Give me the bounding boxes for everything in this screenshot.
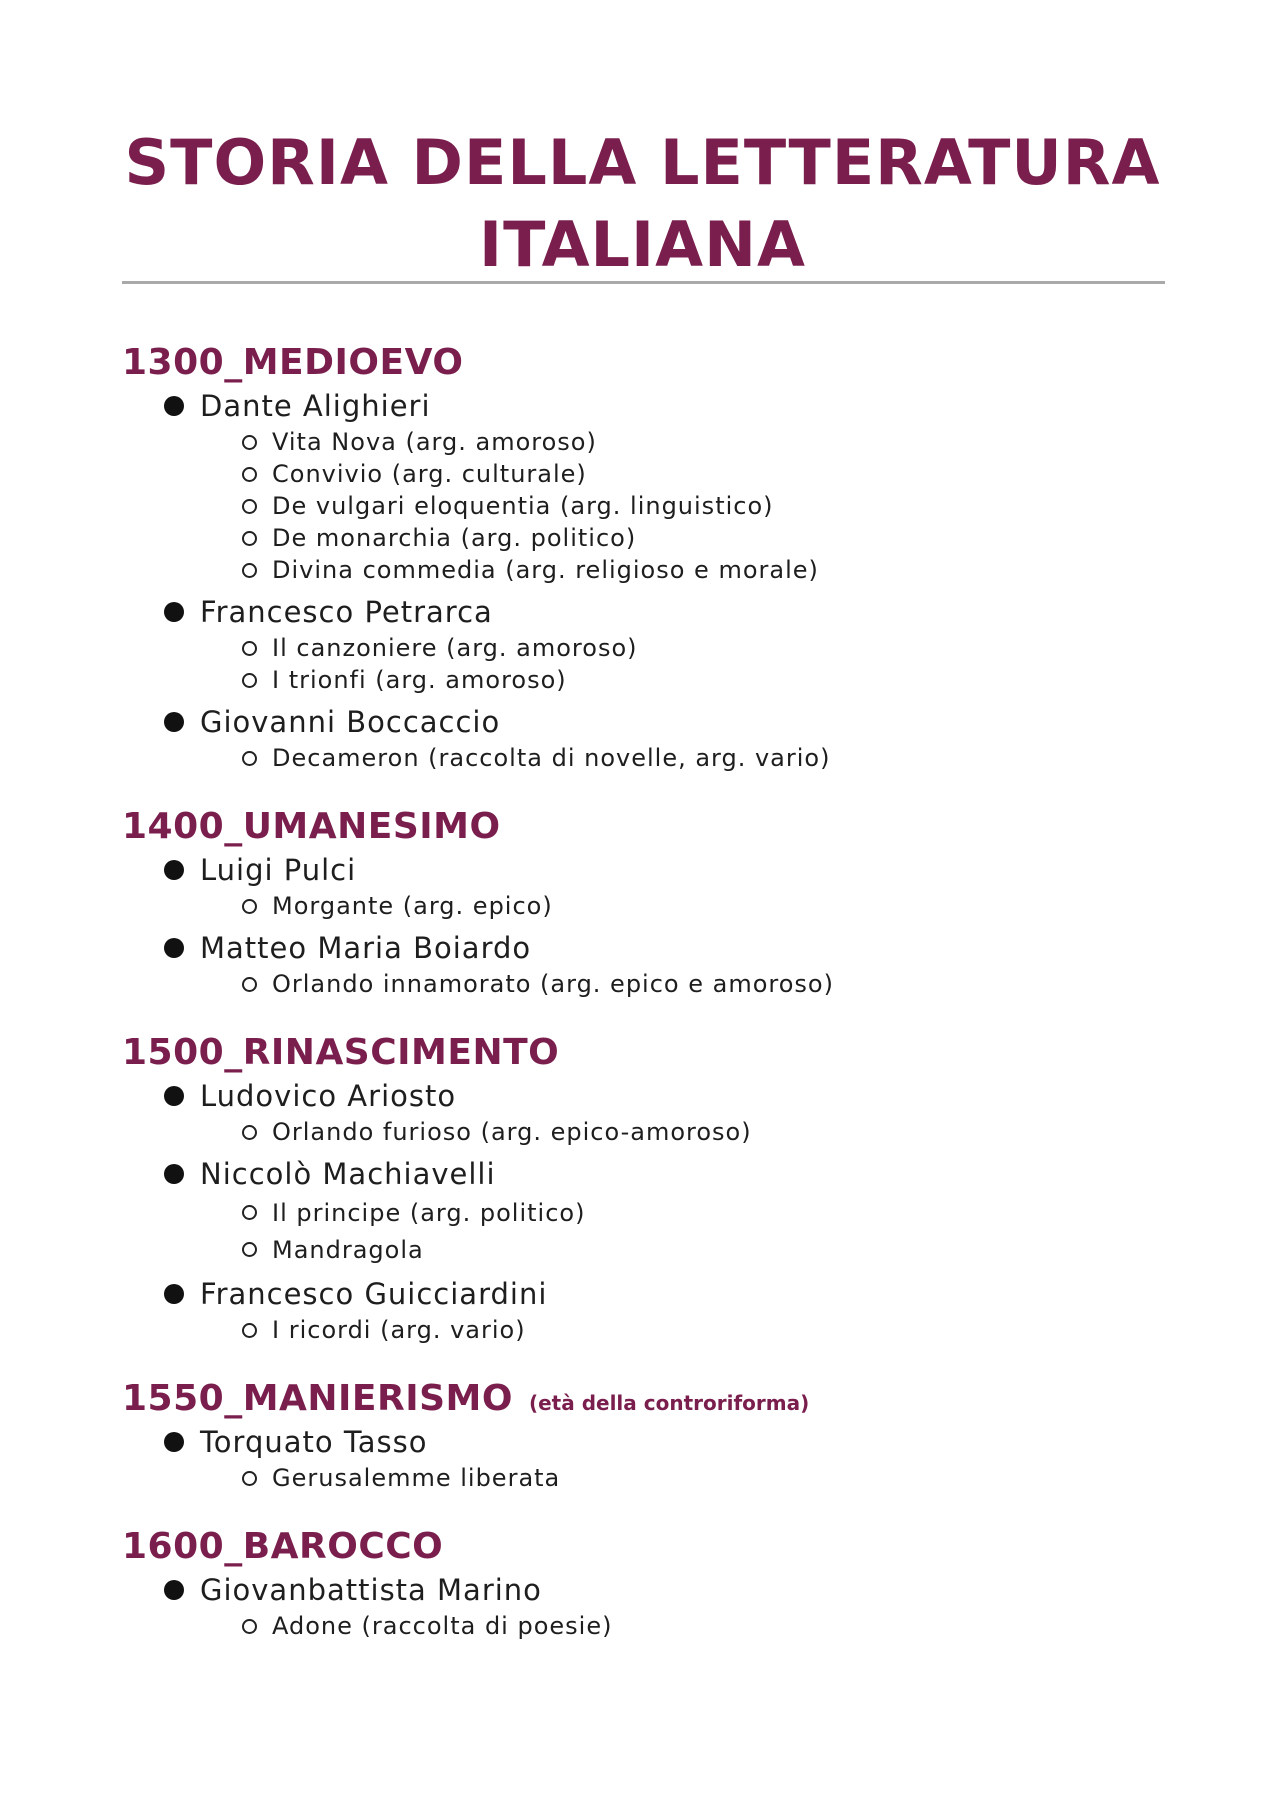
hollow-bullet-icon xyxy=(242,499,257,514)
work-title: Il canzoniere (arg. amoroso) xyxy=(272,634,638,662)
work-title: Morgante (arg. epico) xyxy=(272,892,553,920)
section-manierismo xyxy=(122,1376,1165,1494)
section-heading: 1400_UMANESIMO xyxy=(122,806,501,847)
work-title: De vulgari eloquentia (arg. linguistico) xyxy=(272,492,774,520)
works-list xyxy=(242,1116,1165,1148)
works-list xyxy=(242,1194,1165,1268)
author-item xyxy=(164,592,1165,632)
work-item xyxy=(242,426,1165,458)
section-rinascimento xyxy=(122,1030,1165,1346)
title-line-1: STORIA DELLA LETTERATURA xyxy=(124,126,1161,199)
work-item xyxy=(242,742,1165,774)
author-name: Matteo Maria Boiardo xyxy=(200,931,532,965)
work-item xyxy=(242,458,1165,490)
section-heading: 1550_MANIERISMO xyxy=(122,1378,513,1419)
author-name: Niccolò Machiavelli xyxy=(200,1157,496,1191)
section-note: (età della controriforma) xyxy=(528,1391,810,1415)
author-item xyxy=(164,1570,1165,1610)
work-item xyxy=(242,522,1165,554)
work-title: Il principe (arg. politico) xyxy=(272,1198,586,1227)
work-title: Convivio (arg. culturale) xyxy=(272,460,587,488)
work-item xyxy=(242,968,1165,1000)
author-item xyxy=(164,850,1165,890)
work-item xyxy=(242,664,1165,696)
work-item xyxy=(242,1194,1165,1231)
work-item xyxy=(242,554,1165,586)
work-title: De monarchia (arg. politico) xyxy=(272,524,637,552)
hollow-bullet-icon xyxy=(242,1125,257,1140)
filled-bullet-icon xyxy=(164,1086,184,1106)
author-name: Giovanbattista Marino xyxy=(200,1573,542,1607)
work-item xyxy=(242,1116,1165,1148)
works-list xyxy=(242,1314,1165,1346)
work-title: Orlando furioso (arg. epico-amoroso) xyxy=(272,1118,752,1146)
works-list xyxy=(242,1462,1165,1494)
author-item xyxy=(164,1154,1165,1194)
hollow-bullet-icon xyxy=(242,1471,257,1486)
hollow-bullet-icon xyxy=(242,563,257,578)
author-item xyxy=(164,386,1165,426)
work-item xyxy=(242,890,1165,922)
works-list xyxy=(242,968,1165,1000)
filled-bullet-icon xyxy=(164,1580,184,1600)
author-item xyxy=(164,1076,1165,1116)
hollow-bullet-icon xyxy=(242,899,257,914)
work-title: I ricordi (arg. vario) xyxy=(272,1316,526,1344)
works-list xyxy=(242,742,1165,774)
hollow-bullet-icon xyxy=(242,1323,257,1338)
outline xyxy=(122,340,1165,1672)
work-title: I trionfi (arg. amoroso) xyxy=(272,666,567,694)
page-title xyxy=(120,122,1165,286)
work-title: Mandragola xyxy=(272,1235,424,1264)
hollow-bullet-icon xyxy=(242,531,257,546)
hollow-bullet-icon xyxy=(242,1205,257,1220)
author-item xyxy=(164,702,1165,742)
title-divider xyxy=(122,281,1165,284)
section-heading: 1300_MEDIOEVO xyxy=(122,342,464,383)
section-medioevo xyxy=(122,340,1165,774)
section-header xyxy=(122,1524,1165,1570)
hollow-bullet-icon xyxy=(242,977,257,992)
hollow-bullet-icon xyxy=(242,1242,257,1257)
section-barocco xyxy=(122,1524,1165,1642)
author-name: Giovanni Boccaccio xyxy=(200,705,501,739)
hollow-bullet-icon xyxy=(242,1619,257,1634)
section-heading: 1600_BAROCCO xyxy=(122,1526,444,1567)
work-item xyxy=(242,1314,1165,1346)
work-title: Gerusalemme liberata xyxy=(272,1464,561,1492)
works-list xyxy=(242,890,1165,922)
filled-bullet-icon xyxy=(164,602,184,622)
section-header xyxy=(122,1030,1165,1076)
author-name: Francesco Petrarca xyxy=(200,595,493,629)
author-name: Ludovico Ariosto xyxy=(200,1079,457,1113)
work-item xyxy=(242,1610,1165,1642)
section-header xyxy=(122,1376,1165,1422)
work-title: Vita Nova (arg. amoroso) xyxy=(272,428,597,456)
author-item xyxy=(164,1422,1165,1462)
hollow-bullet-icon xyxy=(242,467,257,482)
filled-bullet-icon xyxy=(164,396,184,416)
filled-bullet-icon xyxy=(164,1164,184,1184)
author-item xyxy=(164,1274,1165,1314)
work-title: Divina commedia (arg. religioso e morale) xyxy=(272,556,819,584)
section-header xyxy=(122,804,1165,850)
filled-bullet-icon xyxy=(164,1284,184,1304)
work-item xyxy=(242,632,1165,664)
author-name: Luigi Pulci xyxy=(200,853,357,887)
works-list xyxy=(242,426,1165,586)
work-item xyxy=(242,1462,1165,1494)
author-name: Dante Alighieri xyxy=(200,389,431,423)
work-item xyxy=(242,490,1165,522)
work-item xyxy=(242,1231,1165,1268)
filled-bullet-icon xyxy=(164,712,184,732)
section-header xyxy=(122,340,1165,386)
section-umanesimo xyxy=(122,804,1165,1000)
filled-bullet-icon xyxy=(164,860,184,880)
section-heading: 1500_RINASCIMENTO xyxy=(122,1032,560,1073)
hollow-bullet-icon xyxy=(242,751,257,766)
filled-bullet-icon xyxy=(164,938,184,958)
hollow-bullet-icon xyxy=(242,435,257,450)
work-title: Decameron (raccolta di novelle, arg. vario) xyxy=(272,744,831,772)
works-list xyxy=(242,1610,1165,1642)
author-item xyxy=(164,928,1165,968)
filled-bullet-icon xyxy=(164,1432,184,1452)
work-title: Orlando innamorato (arg. epico e amoroso) xyxy=(272,970,834,998)
hollow-bullet-icon xyxy=(242,641,257,656)
title-line-2: ITALIANA xyxy=(479,208,806,281)
author-name: Francesco Guicciardini xyxy=(200,1277,548,1311)
works-list xyxy=(242,632,1165,696)
author-name: Torquato Tasso xyxy=(200,1425,428,1459)
hollow-bullet-icon xyxy=(242,673,257,688)
work-title: Adone (raccolta di poesie) xyxy=(272,1612,613,1640)
